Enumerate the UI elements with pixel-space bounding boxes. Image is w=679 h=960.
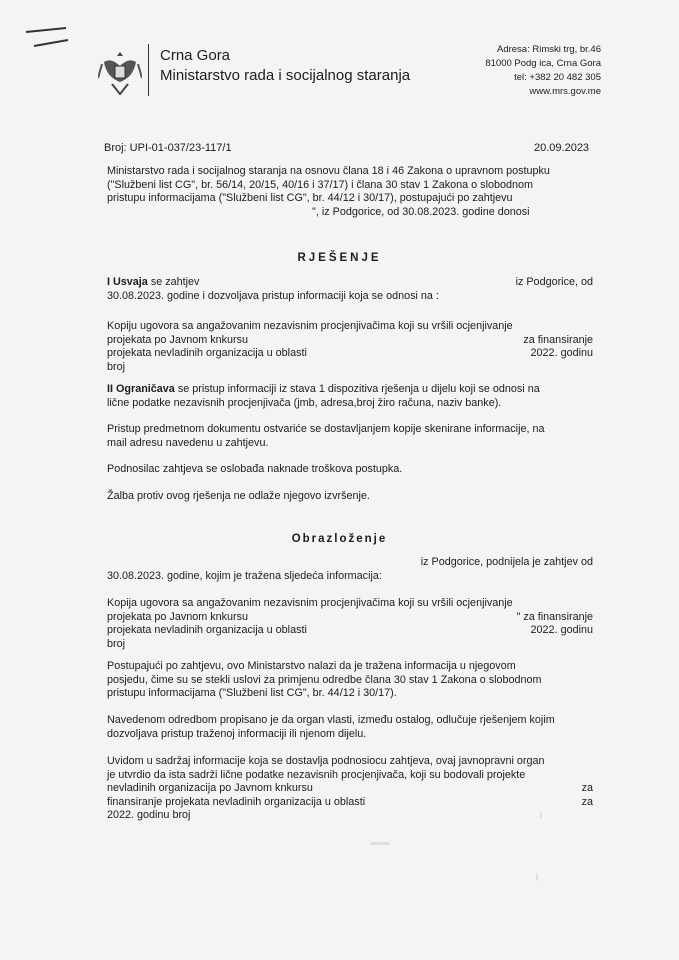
reasoning-line: nevladinih organizacija po Javnom knkursu: [107, 782, 313, 795]
reasoning-1-text-2: 30.08.2023. godine, kojim je tražena sljedeća informacija:: [107, 569, 382, 582]
ministry-name: Ministarstvo rada i socijalnog staranja: [160, 67, 411, 84]
item-line: broj: [107, 637, 126, 650]
reasoning-line: Navedenom odredbom propisano je da organ vlasti, između ostalog, odlučuje rješenjem kojim: [107, 714, 555, 726]
document-number: Broj: UPI-01-037/23-117/1: [104, 142, 232, 154]
access-paragraph: [107, 423, 593, 450]
address-line: tel: +382 20 482 305: [514, 72, 601, 83]
header-divider: [148, 44, 149, 96]
decision-1-place: iz Podgorice, od: [515, 276, 593, 288]
pen-mark: [22, 26, 72, 50]
scan-smudge: [536, 873, 538, 881]
item-line: broj: [107, 360, 126, 373]
decision-1-text: se zahtjev: [150, 276, 200, 288]
decision-1-label: I Usvaja: [107, 276, 148, 288]
coat-of-arms-icon: [98, 48, 142, 98]
address-line: 81000 Podg ica, Crna Gora: [485, 58, 601, 69]
decision-title: RJEŠENJE: [297, 252, 382, 264]
document-date: 20.09.2023: [534, 142, 590, 154]
country-name: Crna Gora: [160, 47, 231, 64]
decision-paragraph-1: [107, 276, 593, 303]
address-line: Adresa: Rimski trg, br.46: [496, 44, 601, 55]
decision-2-text: se pristup informaciji iz stava 1 dispozitiva rješenja u dijelu koji se odnosi na: [177, 383, 540, 395]
reasoning-line: 2022. godinu broj: [107, 809, 191, 822]
item-line: za finansiranje: [523, 333, 593, 346]
reasoning-line: je utvrdio da ista sadrži lične podatke nezavisnih procjenjivača, koji su bodovali projekte: [107, 768, 526, 781]
reasoning-paragraph-2: [107, 660, 593, 701]
reasoning-line: finansiranje projekata nevladinih organizacija u oblasti: [107, 795, 366, 808]
item-line: Kopiju ugovora sa angažovanim nezavisnim procjenjivačima koji su vršili ocjenjivanje: [107, 320, 513, 332]
item-line: " za finansiranje: [516, 610, 593, 623]
address-line: www.mrs.gov.me: [529, 86, 601, 97]
decision-2-label: II Ograničava: [107, 383, 175, 395]
reasoning-paragraph-4: [107, 755, 593, 823]
item-line: Kopija ugovora sa angažovanim nezavisnim procjenjivačima koji su vršili ocjenjivanje: [107, 597, 513, 609]
reasoning-line: za: [581, 795, 593, 808]
item-line: projekata nevladinih organizacija u oblasti: [107, 624, 307, 637]
reasoning-line: posjedu, čime su se stekli uslovi za primjenu odredbe člana 30 stav 1 Zakona o slobodnom: [107, 673, 542, 686]
reasoning-line: Uvidom u sadržaj informacije koja se dostavlja podnosiocu zahtjeva, ovaj javnopravni organ: [107, 755, 545, 767]
requested-info-item-2: [107, 597, 593, 651]
decision-paragraph-2: [107, 383, 593, 410]
scan-smudge: [370, 842, 390, 845]
header-address: [485, 43, 601, 99]
item-line: projekata po Javnom knkursu: [107, 333, 249, 346]
reasoning-paragraph-1: [107, 556, 593, 583]
intro-line: Ministarstvo rada i socijalnog staranja na osnovu člana 18 i 46 Zakona o upravnom postupku: [107, 165, 550, 177]
intro-line: pristupu informacijama ("Službeni list CG", br. 44/12 i 30/17), postupajući po zahtjevu: [107, 192, 513, 205]
reasoning-title: Obrazloženje: [291, 533, 388, 545]
item-line: 2022. godinu: [530, 624, 593, 637]
reasoning-1-text: iz Podgorice, podnijela je zahtjev od: [420, 556, 593, 568]
reasoning-line: Postupajući po zahtjevu, ovo Ministarstvo nalazi da je tražena informacija u njegovom: [107, 660, 516, 672]
item-line: projekata po Javnom knkursu: [107, 610, 249, 623]
fee-paragraph: Podnosilac zahtjeva se oslobađa naknade troškova postupka.: [107, 463, 403, 475]
decision-2-text-2: lične podatke nezavisnih procjenjivača (jmb, adresa,broj žiro računa, naziv banke).: [107, 396, 502, 409]
intro-line: ", iz Podgorice, od 30.08.2023. godine donosi: [312, 205, 530, 218]
access-line: mail adresu navedenu u zahtjevu.: [107, 436, 269, 449]
header-organization: [160, 46, 410, 86]
item-line: projekata nevladinih organizacija u oblasti: [107, 347, 307, 360]
appeal-paragraph: Žalba protiv ovog rješenja ne odlaže njegovo izvršenje.: [107, 490, 370, 502]
requested-info-item-1: [107, 320, 593, 374]
access-line: Pristup predmetnom dokumentu ostvariće se dostavljanjem kopije skenirane informacije, na: [107, 423, 545, 435]
intro-paragraph: [107, 165, 593, 219]
reasoning-line: pristupu informacijama ("Službeni list CG", br. 44/12 i 30/17).: [107, 687, 397, 700]
reasoning-line: za: [581, 782, 593, 795]
decision-1-text-2: 30.08.2023. godine i dozvoljava pristup informaciji koja se odnosi na :: [107, 289, 439, 302]
item-line: 2022. godinu: [530, 347, 593, 360]
reasoning-line: dozvoljava pristup traženoj informaciji ili njenom dijelu.: [107, 727, 367, 740]
intro-line: ("Službeni list CG", br. 56/14, 20/15, 40/16 i 37/17) i člana 30 stav 1 Zakona o slobodnom: [107, 178, 533, 191]
reasoning-paragraph-3: [107, 714, 593, 741]
scan-smudge: [540, 812, 542, 818]
